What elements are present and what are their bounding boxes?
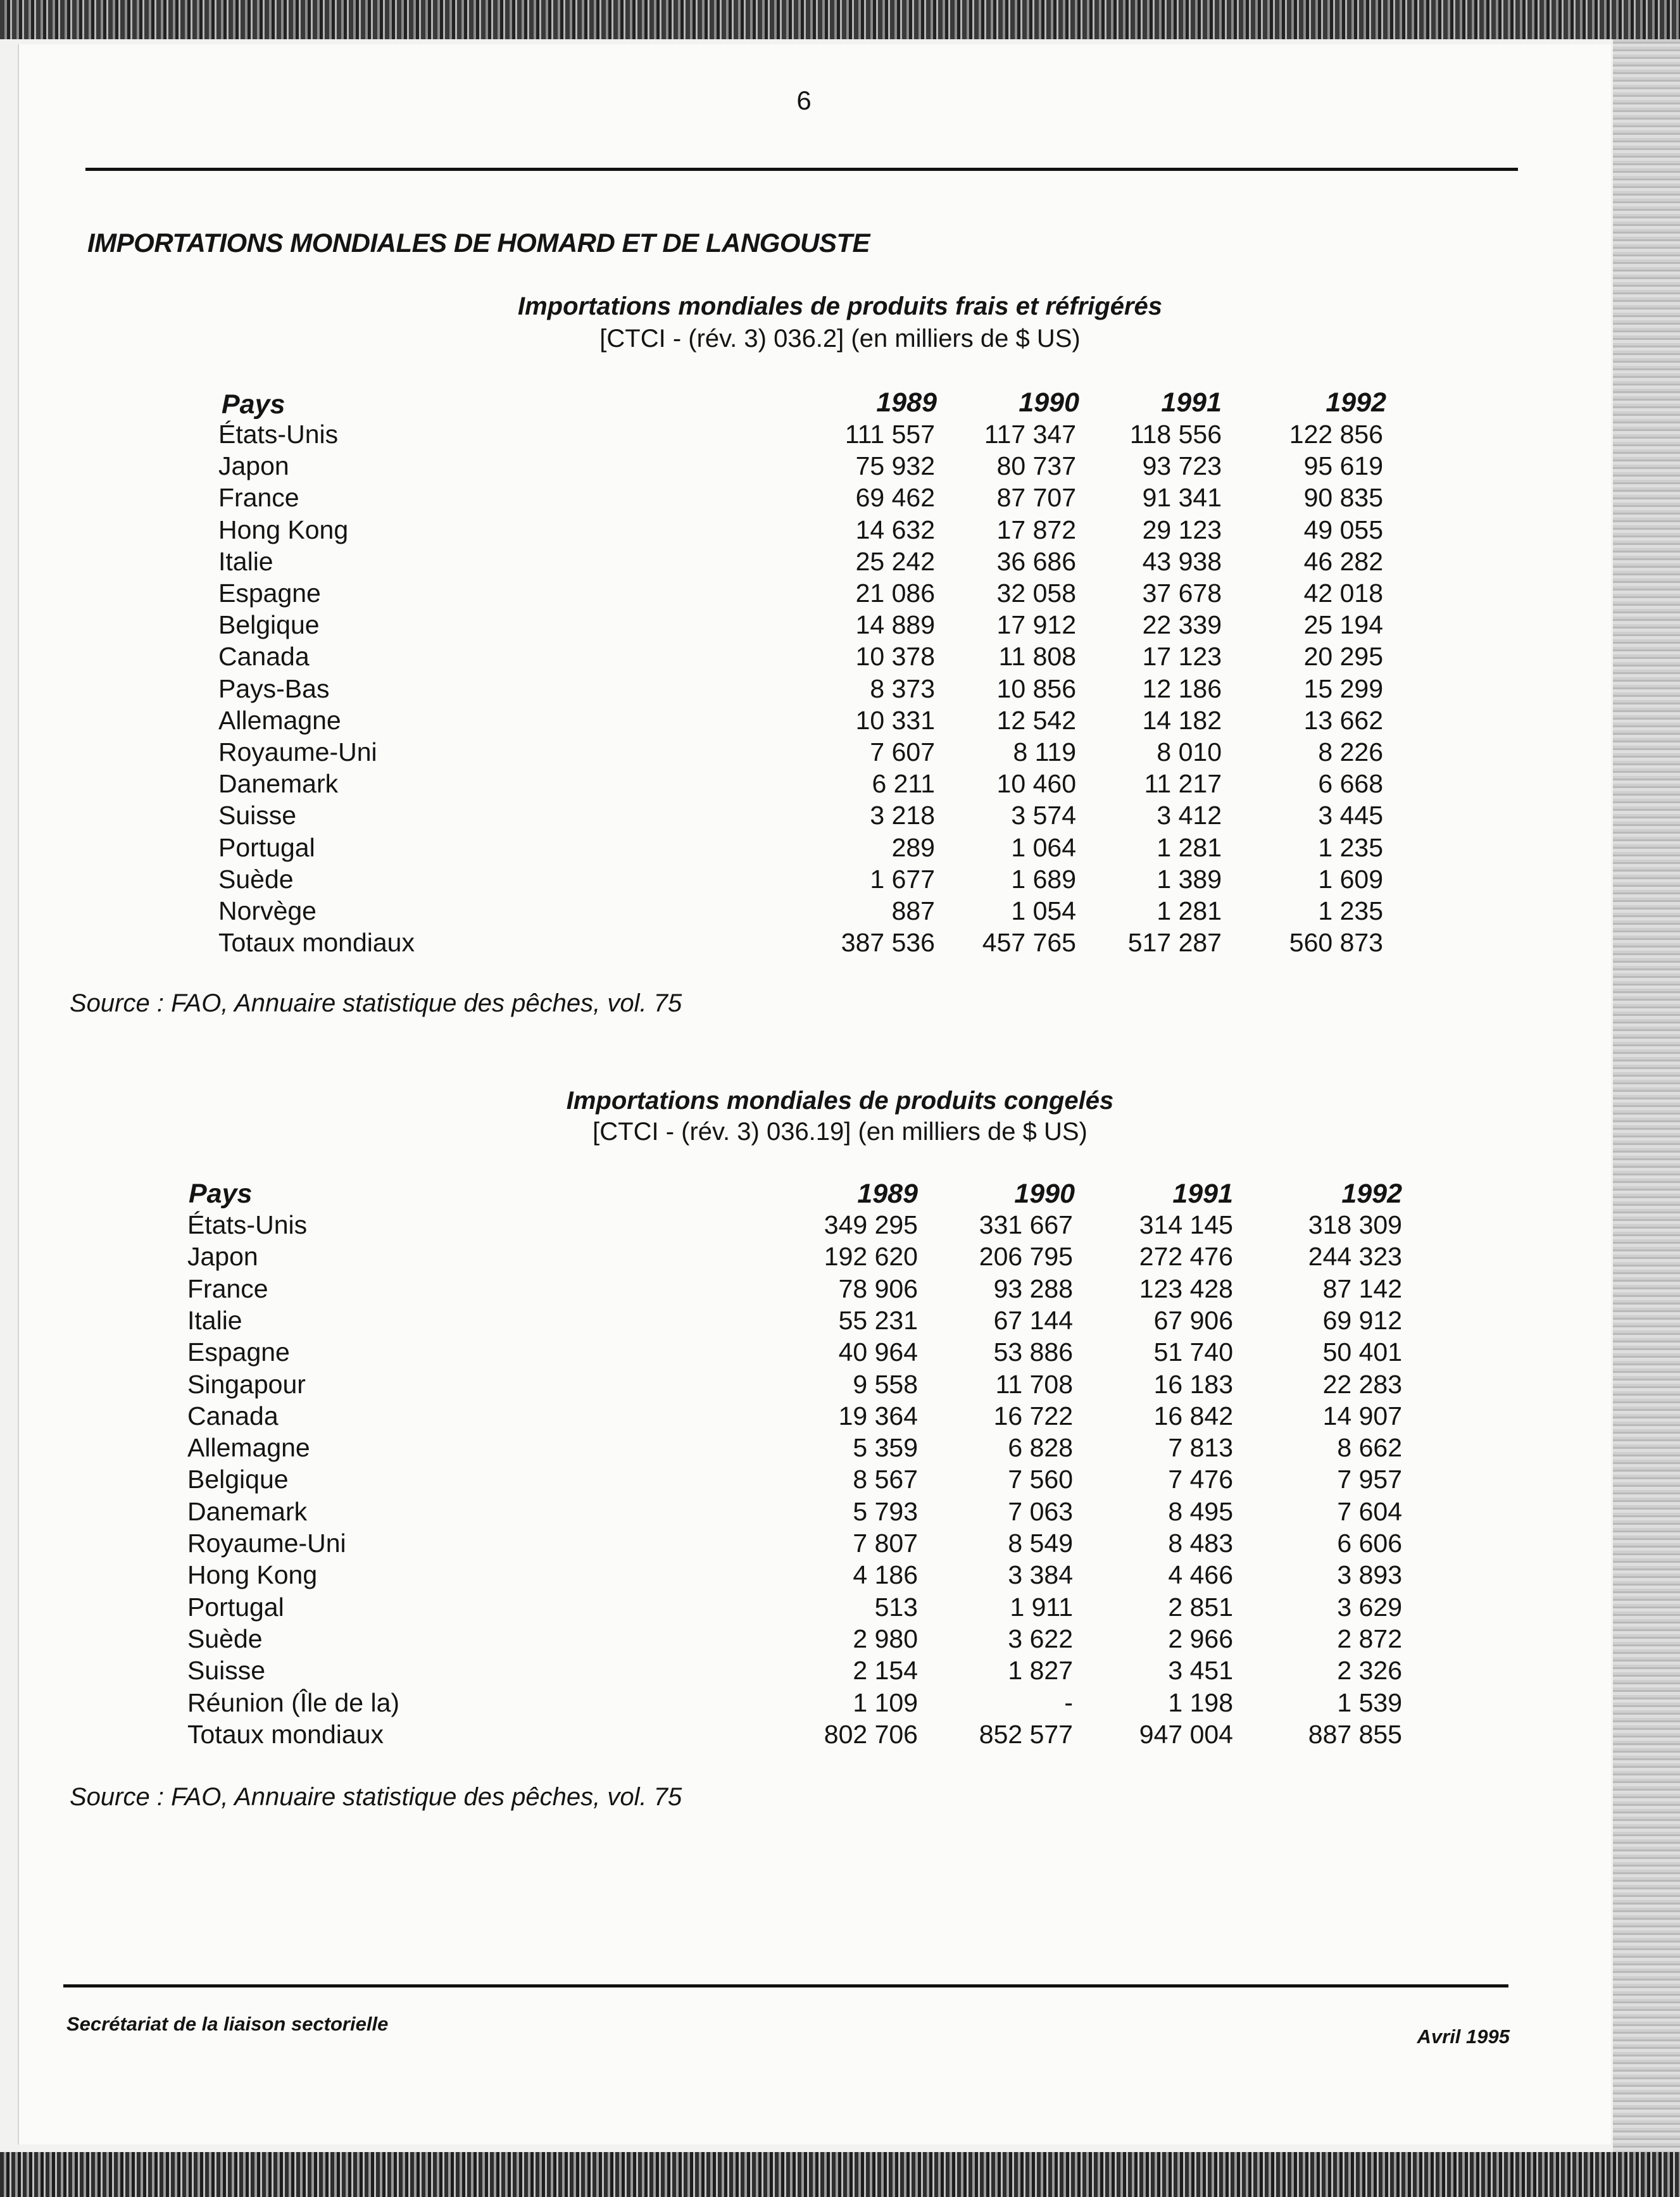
- table-total-row: [0, 1720, 1680, 1751]
- table-row: [0, 801, 1680, 832]
- value-cell: 3 574: [1011, 801, 1076, 830]
- value-cell: 3 384: [1008, 1560, 1073, 1590]
- value-cell: 2 966: [1168, 1624, 1233, 1653]
- table-row: [0, 769, 1680, 801]
- value-cell: 8 567: [853, 1465, 918, 1494]
- country-cell: Royaume-Uni: [218, 737, 377, 767]
- value-cell: 10 460: [996, 769, 1076, 799]
- value-cell: 244 323: [1308, 1242, 1402, 1272]
- value-cell: 852 577: [979, 1719, 1073, 1749]
- table-row: [0, 1337, 1680, 1369]
- value-cell: 7 604: [1337, 1496, 1402, 1526]
- value-cell: 314 145: [1139, 1210, 1233, 1239]
- table-row: [0, 610, 1680, 642]
- table-2-header-year: 1991: [1172, 1179, 1233, 1209]
- country-cell: Hong Kong: [218, 515, 349, 544]
- table-row: [0, 420, 1680, 451]
- value-cell: 2 980: [853, 1624, 918, 1653]
- value-cell: 55 231: [838, 1305, 918, 1335]
- value-cell: 3 218: [870, 801, 935, 830]
- value-cell: 1 677: [870, 864, 935, 894]
- value-cell: 16 842: [1153, 1401, 1233, 1430]
- country-cell: Suède: [187, 1624, 263, 1653]
- value-cell: 2 872: [1337, 1624, 1402, 1653]
- country-cell: Suisse: [187, 1656, 266, 1686]
- table-1-header-year: 1991: [1161, 387, 1222, 418]
- value-cell: 2 154: [853, 1656, 918, 1686]
- value-cell: 11 708: [995, 1369, 1073, 1399]
- value-cell: 78 906: [838, 1274, 918, 1303]
- value-cell: 17 912: [996, 610, 1076, 640]
- value-cell: 8 549: [1008, 1529, 1073, 1558]
- table-2-subtitle: [CTCI - (rév. 3) 036.19] (en milliers de $ US): [592, 1118, 1088, 1146]
- table-1-source: Source : FAO, Annuaire statistique des pêches, vol. 75: [70, 989, 682, 1017]
- value-cell: 6 211: [872, 769, 935, 799]
- value-cell: 1 539: [1337, 1687, 1402, 1717]
- country-cell: Belgique: [187, 1465, 289, 1494]
- value-cell: 7 807: [853, 1529, 918, 1558]
- value-cell: 8 483: [1168, 1529, 1233, 1558]
- value-cell: 887: [891, 896, 935, 925]
- value-cell: 5 793: [853, 1496, 918, 1526]
- value-cell: 4 466: [1168, 1560, 1233, 1590]
- value-cell: 2 851: [1168, 1592, 1233, 1622]
- value-cell: 8 373: [870, 673, 935, 703]
- value-cell: 14 889: [855, 610, 935, 640]
- table-row: [0, 451, 1680, 483]
- value-cell: 560 873: [1289, 928, 1383, 958]
- table-row: [0, 1624, 1680, 1656]
- value-cell: 513: [874, 1592, 918, 1622]
- value-cell: 7 560: [1008, 1465, 1073, 1494]
- value-cell: 80 737: [996, 451, 1076, 481]
- table-1-header-year: 1989: [876, 387, 937, 418]
- value-cell: 7 957: [1337, 1465, 1402, 1494]
- country-cell: Italie: [218, 546, 273, 576]
- value-cell: 206 795: [979, 1242, 1073, 1272]
- value-cell: 122 856: [1289, 420, 1383, 449]
- country-cell: Singapour: [187, 1369, 306, 1399]
- table-row: [0, 1242, 1680, 1274]
- table-row: [0, 515, 1680, 547]
- country-cell: Italie: [187, 1305, 242, 1335]
- value-cell: 25 242: [855, 546, 935, 576]
- value-cell: 16 722: [993, 1401, 1073, 1430]
- value-cell: 16 183: [1153, 1369, 1233, 1399]
- value-cell: 7 063: [1008, 1496, 1073, 1526]
- value-cell: 3 629: [1337, 1592, 1402, 1622]
- country-cell: Norvège: [218, 896, 317, 925]
- country-cell: France: [187, 1274, 268, 1303]
- value-cell: 22 339: [1142, 610, 1222, 640]
- country-cell: Canada: [187, 1401, 279, 1430]
- value-cell: 123 428: [1139, 1274, 1233, 1303]
- value-cell: 93 288: [993, 1274, 1073, 1303]
- value-cell: 272 476: [1139, 1242, 1233, 1272]
- value-cell: 17 872: [996, 515, 1076, 544]
- value-cell: 117 347: [984, 420, 1076, 449]
- table-2-header-year: 1989: [857, 1179, 918, 1209]
- value-cell: 331 667: [979, 1210, 1073, 1239]
- value-cell: 349 295: [824, 1210, 918, 1239]
- value-cell: 3 451: [1168, 1656, 1233, 1686]
- table-1-header-country: Pays: [222, 389, 285, 420]
- country-cell: Totaux mondiaux: [218, 928, 415, 958]
- value-cell: 17 123: [1142, 642, 1222, 672]
- table-2-header-year: 1990: [1014, 1179, 1075, 1209]
- value-cell: 318 309: [1308, 1210, 1402, 1239]
- value-cell: 289: [891, 832, 935, 862]
- value-cell: 50 401: [1322, 1337, 1402, 1367]
- country-cell: Suisse: [218, 801, 297, 830]
- country-cell: Royaume-Uni: [187, 1529, 346, 1558]
- value-cell: 4 186: [853, 1560, 918, 1590]
- table-row: [0, 833, 1680, 865]
- value-cell: 1 827: [1008, 1656, 1073, 1686]
- value-cell: 8 495: [1168, 1496, 1233, 1526]
- value-cell: 69 462: [855, 483, 935, 513]
- value-cell: 95 619: [1303, 451, 1383, 481]
- value-cell: 118 556: [1129, 420, 1222, 449]
- value-cell: 111 557: [844, 420, 935, 449]
- table-row: [0, 1497, 1680, 1529]
- value-cell: 12 186: [1142, 673, 1222, 703]
- country-cell: Danemark: [218, 769, 339, 799]
- value-cell: 12 542: [996, 705, 1076, 735]
- value-cell: 1 198: [1168, 1687, 1233, 1717]
- country-cell: Japon: [218, 451, 289, 481]
- value-cell: -: [1064, 1687, 1073, 1717]
- value-cell: 5 359: [853, 1433, 918, 1463]
- table-total-row: [0, 928, 1680, 960]
- footer-organization: Secrétariat de la liaison sectorielle: [66, 2013, 389, 2035]
- value-cell: 20 295: [1303, 642, 1383, 672]
- value-cell: 1 054: [1011, 896, 1076, 925]
- value-cell: 90 835: [1303, 483, 1383, 513]
- value-cell: 517 287: [1127, 928, 1222, 958]
- footer-rule: [63, 1984, 1508, 1987]
- value-cell: 1 609: [1318, 864, 1383, 894]
- country-cell: Pays-Bas: [218, 673, 330, 703]
- country-cell: Espagne: [218, 579, 321, 608]
- table-2-header-country: Pays: [189, 1179, 253, 1209]
- table-2-header-year: 1992: [1341, 1179, 1402, 1209]
- country-cell: Portugal: [218, 832, 315, 862]
- value-cell: 75 932: [855, 451, 935, 481]
- country-cell: Suède: [218, 864, 294, 894]
- value-cell: 947 004: [1139, 1719, 1233, 1749]
- table-1-header-year: 1990: [1019, 387, 1079, 418]
- value-cell: 10 331: [855, 705, 935, 735]
- value-cell: 93 723: [1142, 451, 1222, 481]
- country-cell: Portugal: [187, 1592, 284, 1622]
- table-row: [0, 1370, 1680, 1401]
- table-row: [0, 1306, 1680, 1337]
- country-cell: Canada: [218, 642, 310, 672]
- table-row: [0, 737, 1680, 769]
- value-cell: 36 686: [996, 546, 1076, 576]
- value-cell: 29 123: [1142, 515, 1222, 544]
- footer-date: Avril 1995: [1417, 2025, 1510, 2048]
- table-row: [0, 1465, 1680, 1496]
- table-row: [0, 1529, 1680, 1560]
- value-cell: 53 886: [993, 1337, 1073, 1367]
- value-cell: 6 668: [1318, 769, 1383, 799]
- country-cell: Hong Kong: [187, 1560, 318, 1590]
- value-cell: 8 010: [1157, 737, 1222, 767]
- value-cell: 3 622: [1008, 1624, 1073, 1653]
- value-cell: 6 828: [1008, 1433, 1073, 1463]
- value-cell: 8 226: [1318, 737, 1383, 767]
- value-cell: 3 412: [1157, 801, 1222, 830]
- value-cell: 22 283: [1322, 1369, 1402, 1399]
- value-cell: 42 018: [1303, 579, 1383, 608]
- country-cell: Belgique: [218, 610, 320, 640]
- value-cell: 3 445: [1318, 801, 1383, 830]
- value-cell: 67 906: [1153, 1305, 1233, 1335]
- value-cell: 3 893: [1337, 1560, 1402, 1590]
- table-row: [0, 1401, 1680, 1433]
- value-cell: 387 536: [841, 928, 935, 958]
- table-row: [0, 674, 1680, 706]
- table-row: [0, 547, 1680, 579]
- value-cell: 51 740: [1153, 1337, 1233, 1367]
- country-cell: Totaux mondiaux: [187, 1719, 384, 1749]
- value-cell: 19 364: [838, 1401, 918, 1430]
- value-cell: 9 558: [853, 1369, 918, 1399]
- country-cell: Allemagne: [187, 1433, 310, 1463]
- value-cell: 1 235: [1318, 832, 1383, 862]
- value-cell: 25 194: [1303, 610, 1383, 640]
- value-cell: 1 281: [1157, 832, 1222, 862]
- header-rule: [85, 168, 1518, 171]
- value-cell: 1 389: [1157, 864, 1222, 894]
- value-cell: 7 607: [870, 737, 935, 767]
- table-2-title: Importations mondiales de produits congelés: [566, 1087, 1114, 1115]
- value-cell: 37 678: [1142, 579, 1222, 608]
- table-row: [0, 579, 1680, 610]
- value-cell: 802 706: [824, 1719, 918, 1749]
- country-cell: États-Unis: [218, 420, 339, 449]
- table-row: [0, 865, 1680, 896]
- value-cell: 457 765: [982, 928, 1076, 958]
- value-cell: 1 911: [1010, 1592, 1073, 1622]
- value-cell: 8 662: [1337, 1433, 1402, 1463]
- country-cell: Japon: [187, 1242, 258, 1272]
- value-cell: 14 632: [855, 515, 935, 544]
- value-cell: 67 144: [993, 1305, 1073, 1335]
- table-row: [0, 1433, 1680, 1465]
- value-cell: 15 299: [1303, 673, 1383, 703]
- page-number: 6: [796, 85, 812, 115]
- value-cell: 1 689: [1011, 864, 1076, 894]
- value-cell: 7 813: [1168, 1433, 1233, 1463]
- value-cell: 21 086: [855, 579, 935, 608]
- value-cell: 32 058: [996, 579, 1076, 608]
- value-cell: 14 182: [1142, 705, 1222, 735]
- value-cell: 91 341: [1142, 483, 1222, 513]
- table-row: [0, 483, 1680, 515]
- value-cell: 87 142: [1322, 1274, 1402, 1303]
- table-row: [0, 1210, 1680, 1242]
- value-cell: 1 235: [1318, 896, 1383, 925]
- value-cell: 10 378: [855, 642, 935, 672]
- country-cell: Allemagne: [218, 705, 341, 735]
- table-row: [0, 642, 1680, 673]
- table-row: [0, 1593, 1680, 1624]
- value-cell: 887 855: [1308, 1719, 1402, 1749]
- table-row: [0, 1688, 1680, 1720]
- table-1-title: Importations mondiales de produits frais et réfrigérés: [517, 292, 1162, 320]
- table-row: [0, 706, 1680, 737]
- value-cell: 11 808: [998, 642, 1076, 672]
- value-cell: 87 707: [996, 483, 1076, 513]
- value-cell: 46 282: [1303, 546, 1383, 576]
- value-cell: 11 217: [1144, 769, 1222, 799]
- value-cell: 1 109: [853, 1687, 918, 1717]
- value-cell: 2 326: [1337, 1656, 1402, 1686]
- value-cell: 1 064: [1011, 832, 1076, 862]
- table-row: [0, 1274, 1680, 1306]
- value-cell: 192 620: [824, 1242, 918, 1272]
- value-cell: 7 476: [1168, 1465, 1233, 1494]
- value-cell: 1 281: [1157, 896, 1222, 925]
- country-cell: Danemark: [187, 1496, 308, 1526]
- table-row: [0, 1656, 1680, 1687]
- table-2-source: Source : FAO, Annuaire statistique des pêches, vol. 75: [70, 1783, 682, 1811]
- value-cell: 13 662: [1303, 705, 1383, 735]
- value-cell: 6 606: [1337, 1529, 1402, 1558]
- value-cell: 8 119: [1013, 737, 1076, 767]
- table-row: [0, 896, 1680, 928]
- scan-border-bottom: [0, 2152, 1680, 2197]
- country-cell: Réunion (Île de la): [187, 1687, 400, 1717]
- table-1-header-year: 1992: [1326, 387, 1386, 418]
- country-cell: Espagne: [187, 1337, 290, 1367]
- country-cell: France: [218, 483, 299, 513]
- main-title: IMPORTATIONS MONDIALES DE HOMARD ET DE LANGOUSTE: [87, 228, 870, 258]
- scan-border-top: [0, 0, 1680, 39]
- value-cell: 40 964: [838, 1337, 918, 1367]
- value-cell: 69 912: [1322, 1305, 1402, 1335]
- value-cell: 14 907: [1322, 1401, 1402, 1430]
- table-row: [0, 1560, 1680, 1592]
- value-cell: 10 856: [996, 673, 1076, 703]
- table-1-subtitle: [CTCI - (rév. 3) 036.2] (en milliers de $ US): [599, 325, 1081, 353]
- value-cell: 49 055: [1303, 515, 1383, 544]
- value-cell: 43 938: [1142, 546, 1222, 576]
- country-cell: États-Unis: [187, 1210, 308, 1239]
